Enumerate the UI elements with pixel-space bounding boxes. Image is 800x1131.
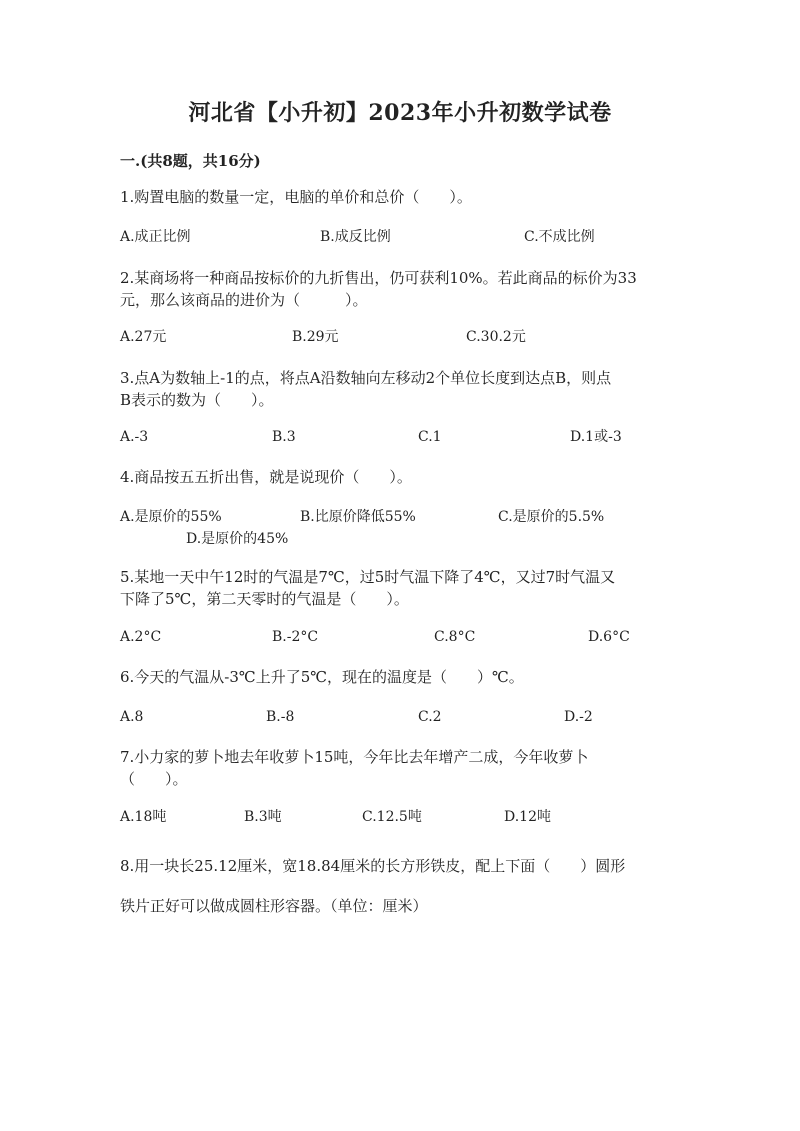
question-2-option-a: A.27元	[120, 329, 167, 345]
question-5-option-d: D.6°C	[588, 629, 630, 645]
question-6-text: 6.今天的气温从-3℃上升了5℃，现在的温度是（ ）℃。	[120, 668, 524, 686]
question-4-option-b: B.比原价降低55%	[300, 509, 416, 525]
question-7-option-a: A.18吨	[120, 809, 167, 825]
question-4-options	[120, 506, 680, 528]
question-5-option-c: C.8°C	[434, 629, 476, 645]
question-6-options	[120, 706, 680, 728]
question-3-option-b: B.3	[272, 429, 296, 445]
question-8-text-line-1: 8.用一块长25.12厘米，宽18.84厘米的长方形铁皮，配上下面（ ）圆形	[120, 857, 626, 875]
question-5-option-a: A.2°C	[120, 629, 162, 645]
question-8	[120, 846, 680, 926]
question-2-text-line-2: 元，那么该商品的进价为（ ）。	[120, 291, 368, 309]
question-3-option-a: A.-3	[120, 429, 149, 445]
question-1-option-b: B.成反比例	[320, 229, 391, 245]
page-title: 河北省【小升初】2023年小升初数学试卷	[188, 100, 612, 126]
question-2-text-line-1: 2.某商场将一种商品按标价的九折售出，仍可获利10%。若此商品的标价为33	[120, 269, 637, 287]
question-5-option-b: B.-2°C	[272, 629, 319, 645]
question-2-options	[120, 326, 680, 348]
question-3-text-line-1: 3.点A为数轴上-1的点，将点A沿数轴向左移动2个单位长度到达点B，则点	[120, 369, 612, 387]
question-1-option-c: C.不成比例	[524, 229, 595, 245]
question-5-text-line-1: 5.某地一天中午12时的气温是7℃，过5时气温下降了4℃，又过7时气温又	[120, 568, 616, 586]
question-7-text-line-2: （ ）。	[120, 770, 188, 788]
question-5	[120, 566, 680, 610]
question-7	[120, 746, 680, 790]
question-3-option-c: C.1	[418, 429, 442, 445]
question-3-option-d: D.1或-3	[570, 429, 622, 445]
question-1	[120, 186, 680, 208]
question-8-text-line-2: 铁片正好可以做成圆柱形容器。（单位：厘米）	[120, 897, 428, 915]
question-1-options	[120, 226, 680, 248]
question-5-text-line-2: 下降了5℃，第二天零时的气温是（ ）。	[120, 590, 409, 608]
question-5-options	[120, 626, 680, 648]
question-1-text: 1.购置电脑的数量一定，电脑的单价和总价（ ）。	[120, 188, 472, 206]
question-6-option-c: C.2	[418, 709, 442, 725]
question-7-option-b: B.3吨	[244, 809, 282, 825]
question-4	[120, 466, 680, 488]
question-6-option-a: A.8	[120, 709, 144, 725]
question-7-text-line-1: 7.小力家的萝卜地去年收萝卜15吨，今年比去年增产二成，今年收萝卜	[120, 748, 589, 766]
question-3-text-line-2: B表示的数为（ ）。	[120, 391, 274, 409]
question-3	[120, 367, 680, 411]
question-3-options	[120, 426, 680, 448]
question-6-option-d: D.-2	[564, 709, 593, 725]
question-4-option-d: D.是原价的45%	[186, 531, 289, 547]
question-7-options	[120, 806, 680, 828]
section-heading: 一.(共8题，共16分)	[120, 152, 261, 170]
question-2	[120, 267, 680, 311]
question-6-option-b: B.-8	[266, 709, 295, 725]
question-1-option-a: A.成正比例	[120, 229, 191, 245]
question-7-option-d: D.12吨	[504, 809, 551, 825]
question-4-options-row-2	[120, 528, 680, 550]
question-4-text: 4.商品按五五折出售，就是说现价（ ）。	[120, 468, 412, 486]
question-4-option-c: C.是原价的5.5%	[498, 509, 605, 525]
question-6	[120, 666, 680, 688]
question-4-option-a: A.是原价的55%	[120, 509, 222, 525]
question-2-option-b: B.29元	[292, 329, 339, 345]
question-2-option-c: C.30.2元	[466, 329, 526, 345]
question-7-option-c: C.12.5吨	[362, 809, 422, 825]
